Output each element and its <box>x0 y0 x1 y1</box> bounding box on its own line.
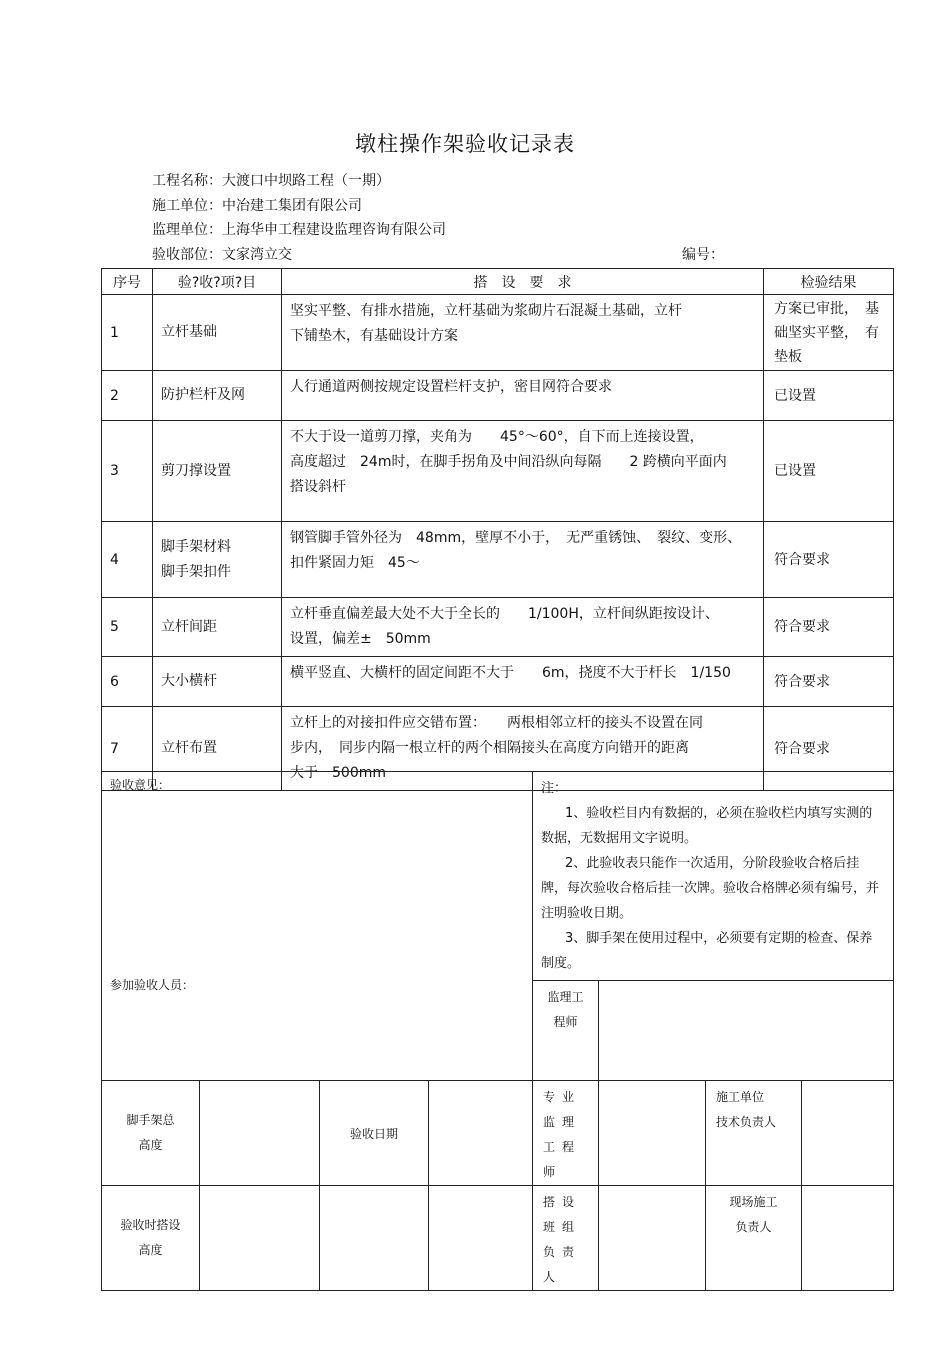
specialist-engineer-sign[interactable] <box>599 1081 706 1186</box>
crew-lead-label: 搭设班组负责人 <box>533 1186 599 1291</box>
opinion-label: 验收意见： <box>110 778 171 792</box>
table-row <box>102 522 894 598</box>
row-number: 5 <box>102 598 153 657</box>
erected-height-label: 验收时搭设 高度 <box>102 1186 200 1291</box>
supervisor-name: 监理单位：上海华申工程建设监理咨询有限公司 <box>152 222 446 238</box>
result-line: 符合要求 <box>774 673 830 690</box>
table-header-row <box>102 269 894 295</box>
result-line: 已设置 <box>774 463 816 479</box>
tech-lead-label: 施工单位 技术负责人 <box>706 1081 802 1186</box>
requirement-line: 设置，偏差± 50mm <box>290 631 431 647</box>
result-line: 垫板 <box>774 348 802 365</box>
row-number: 3 <box>102 421 153 522</box>
requirement-line: 立杆上的对接扣件应交错布置： 两根相邻立杆的接头不设置在同 <box>290 715 703 731</box>
supervising-engineer-sign[interactable] <box>599 981 894 1081</box>
signature-table <box>101 771 894 1291</box>
site-lead-label: 现场施工 负责人 <box>706 1186 802 1291</box>
result-line: 符合要求 <box>774 619 830 635</box>
participants-label: 参加验收人员： <box>110 978 195 992</box>
row-item: 立杆基础 <box>153 295 282 371</box>
table-row <box>102 371 894 421</box>
blank-cell <box>320 1186 429 1291</box>
record-number-label: 编号： <box>682 247 724 263</box>
acceptance-date-label: 验收日期 <box>320 1081 429 1186</box>
result-line: 方案已审批， 基 <box>774 300 879 317</box>
erected-height-value[interactable] <box>200 1186 320 1291</box>
row-item: 立杆间距 <box>153 598 282 657</box>
tech-lead-sign[interactable] <box>802 1081 894 1186</box>
inspection-table <box>101 268 894 791</box>
row-requirement <box>282 522 764 598</box>
row-number: 1 <box>102 295 153 371</box>
requirement-line: 下铺垫木，有基础设计方案 <box>290 328 458 344</box>
requirement-line: 坚实平整、有排水措施，立杆基础为浆砌片石混凝土基础，立杆 <box>290 303 682 319</box>
note-3: 3、脚手架在使用过程中，必须要有定期的检查、保养制度。 <box>541 931 873 971</box>
header-requirement: 搭 设 要 求 <box>282 269 764 295</box>
requirement-line: 横平竖直、大横杆的固定间距不大于 6m，挠度不大于杆长 1/150 <box>290 665 731 681</box>
row-number: 7 <box>102 707 153 791</box>
row-number: 2 <box>102 371 153 421</box>
total-height-value[interactable] <box>200 1081 320 1186</box>
row-result <box>764 657 894 707</box>
requirement-line: 搭设斜杆 <box>290 479 346 495</box>
crew-lead-sign[interactable] <box>599 1186 706 1291</box>
project-name: 工程名称：大渡口中坝路工程（一期） <box>152 173 390 189</box>
total-height-label: 脚手架总 高度 <box>102 1081 200 1186</box>
row-item: 大小横杆 <box>153 657 282 707</box>
row-result <box>764 598 894 657</box>
row-requirement <box>282 295 764 371</box>
row-requirement <box>282 421 764 522</box>
acceptance-location: 验收部位：文家湾立交 <box>152 247 292 263</box>
result-line: 符合要求 <box>774 740 830 757</box>
row-result <box>764 522 894 598</box>
requirement-line: 步内， 同步内隔一根立杆的两个相隔接头在高度方向错开的距离 <box>290 740 689 756</box>
requirement-line: 大于 500mm <box>290 765 386 781</box>
table-row <box>102 295 894 371</box>
row-requirement <box>282 598 764 657</box>
requirement-line: 钢管脚手管外径为 48mm，壁厚不小于， 无严重锈蚀、 裂纹、变形、 <box>290 530 742 546</box>
requirement-line: 扣件紧固力矩 45～ <box>290 555 420 571</box>
requirement-line: 高度超过 24m时，在脚手拐角及中间沿纵向每隔 2 跨横向平面内 <box>290 454 727 470</box>
acceptance-date-value[interactable] <box>429 1081 533 1186</box>
result-line: 已设置 <box>774 387 816 404</box>
note-2: 2、此验收表只能作一次适用，分阶段验收合格后挂牌，每次验收合格后挂一次牌。验收合格牌必须有编号，并注明验收日期。 <box>541 856 880 921</box>
row-item: 立杆布置 <box>153 707 282 791</box>
row-number: 4 <box>102 522 153 598</box>
header-result: 检验结果 <box>764 269 894 295</box>
supervising-engineer-label: 监理工 程师 <box>533 981 599 1081</box>
row-item: 脚手架材料 脚手架扣件 <box>153 522 282 598</box>
row-number: 6 <box>102 657 153 707</box>
notes-box <box>533 772 894 981</box>
requirement-line: 不大于设一道剪刀撑，夹角为 45°～60°，自下而上连接设置， <box>290 429 704 445</box>
page-title: 墩柱操作架验收记录表 <box>355 132 575 156</box>
contractor-name: 施工单位：中冶建工集团有限公司 <box>152 198 362 214</box>
specialist-engineer-label: 专业监理工程师 <box>533 1081 599 1186</box>
blank-cell <box>429 1186 533 1291</box>
header-item: 验?收?项?目 <box>153 269 282 295</box>
result-line: 础坚实平整， 有 <box>774 324 879 341</box>
row-result <box>764 295 894 371</box>
row-requirement <box>282 371 764 421</box>
row-requirement <box>282 657 764 707</box>
row-result <box>764 371 894 421</box>
site-lead-sign[interactable] <box>802 1186 894 1291</box>
table-row <box>102 421 894 522</box>
row-result <box>764 421 894 522</box>
note-1: 1、验收栏目内有数据的，必须在验收栏内填写实测的数据，无数据用文字说明。 <box>541 806 873 846</box>
table-row <box>102 598 894 657</box>
requirement-line: 人行通道两侧按规定设置栏杆支护，密目网符合要求 <box>290 379 612 395</box>
table-row <box>102 657 894 707</box>
row-item: 剪刀撑设置 <box>153 421 282 522</box>
row-item: 防护栏杆及网 <box>153 371 282 421</box>
requirement-line: 立杆垂直偏差最大处不大于全长的 1/100H，立杆间纵距按设计、 <box>290 606 719 622</box>
header-no: 序号 <box>102 269 153 295</box>
result-line: 符合要求 <box>774 551 830 568</box>
notes-label: 注： <box>541 781 568 796</box>
